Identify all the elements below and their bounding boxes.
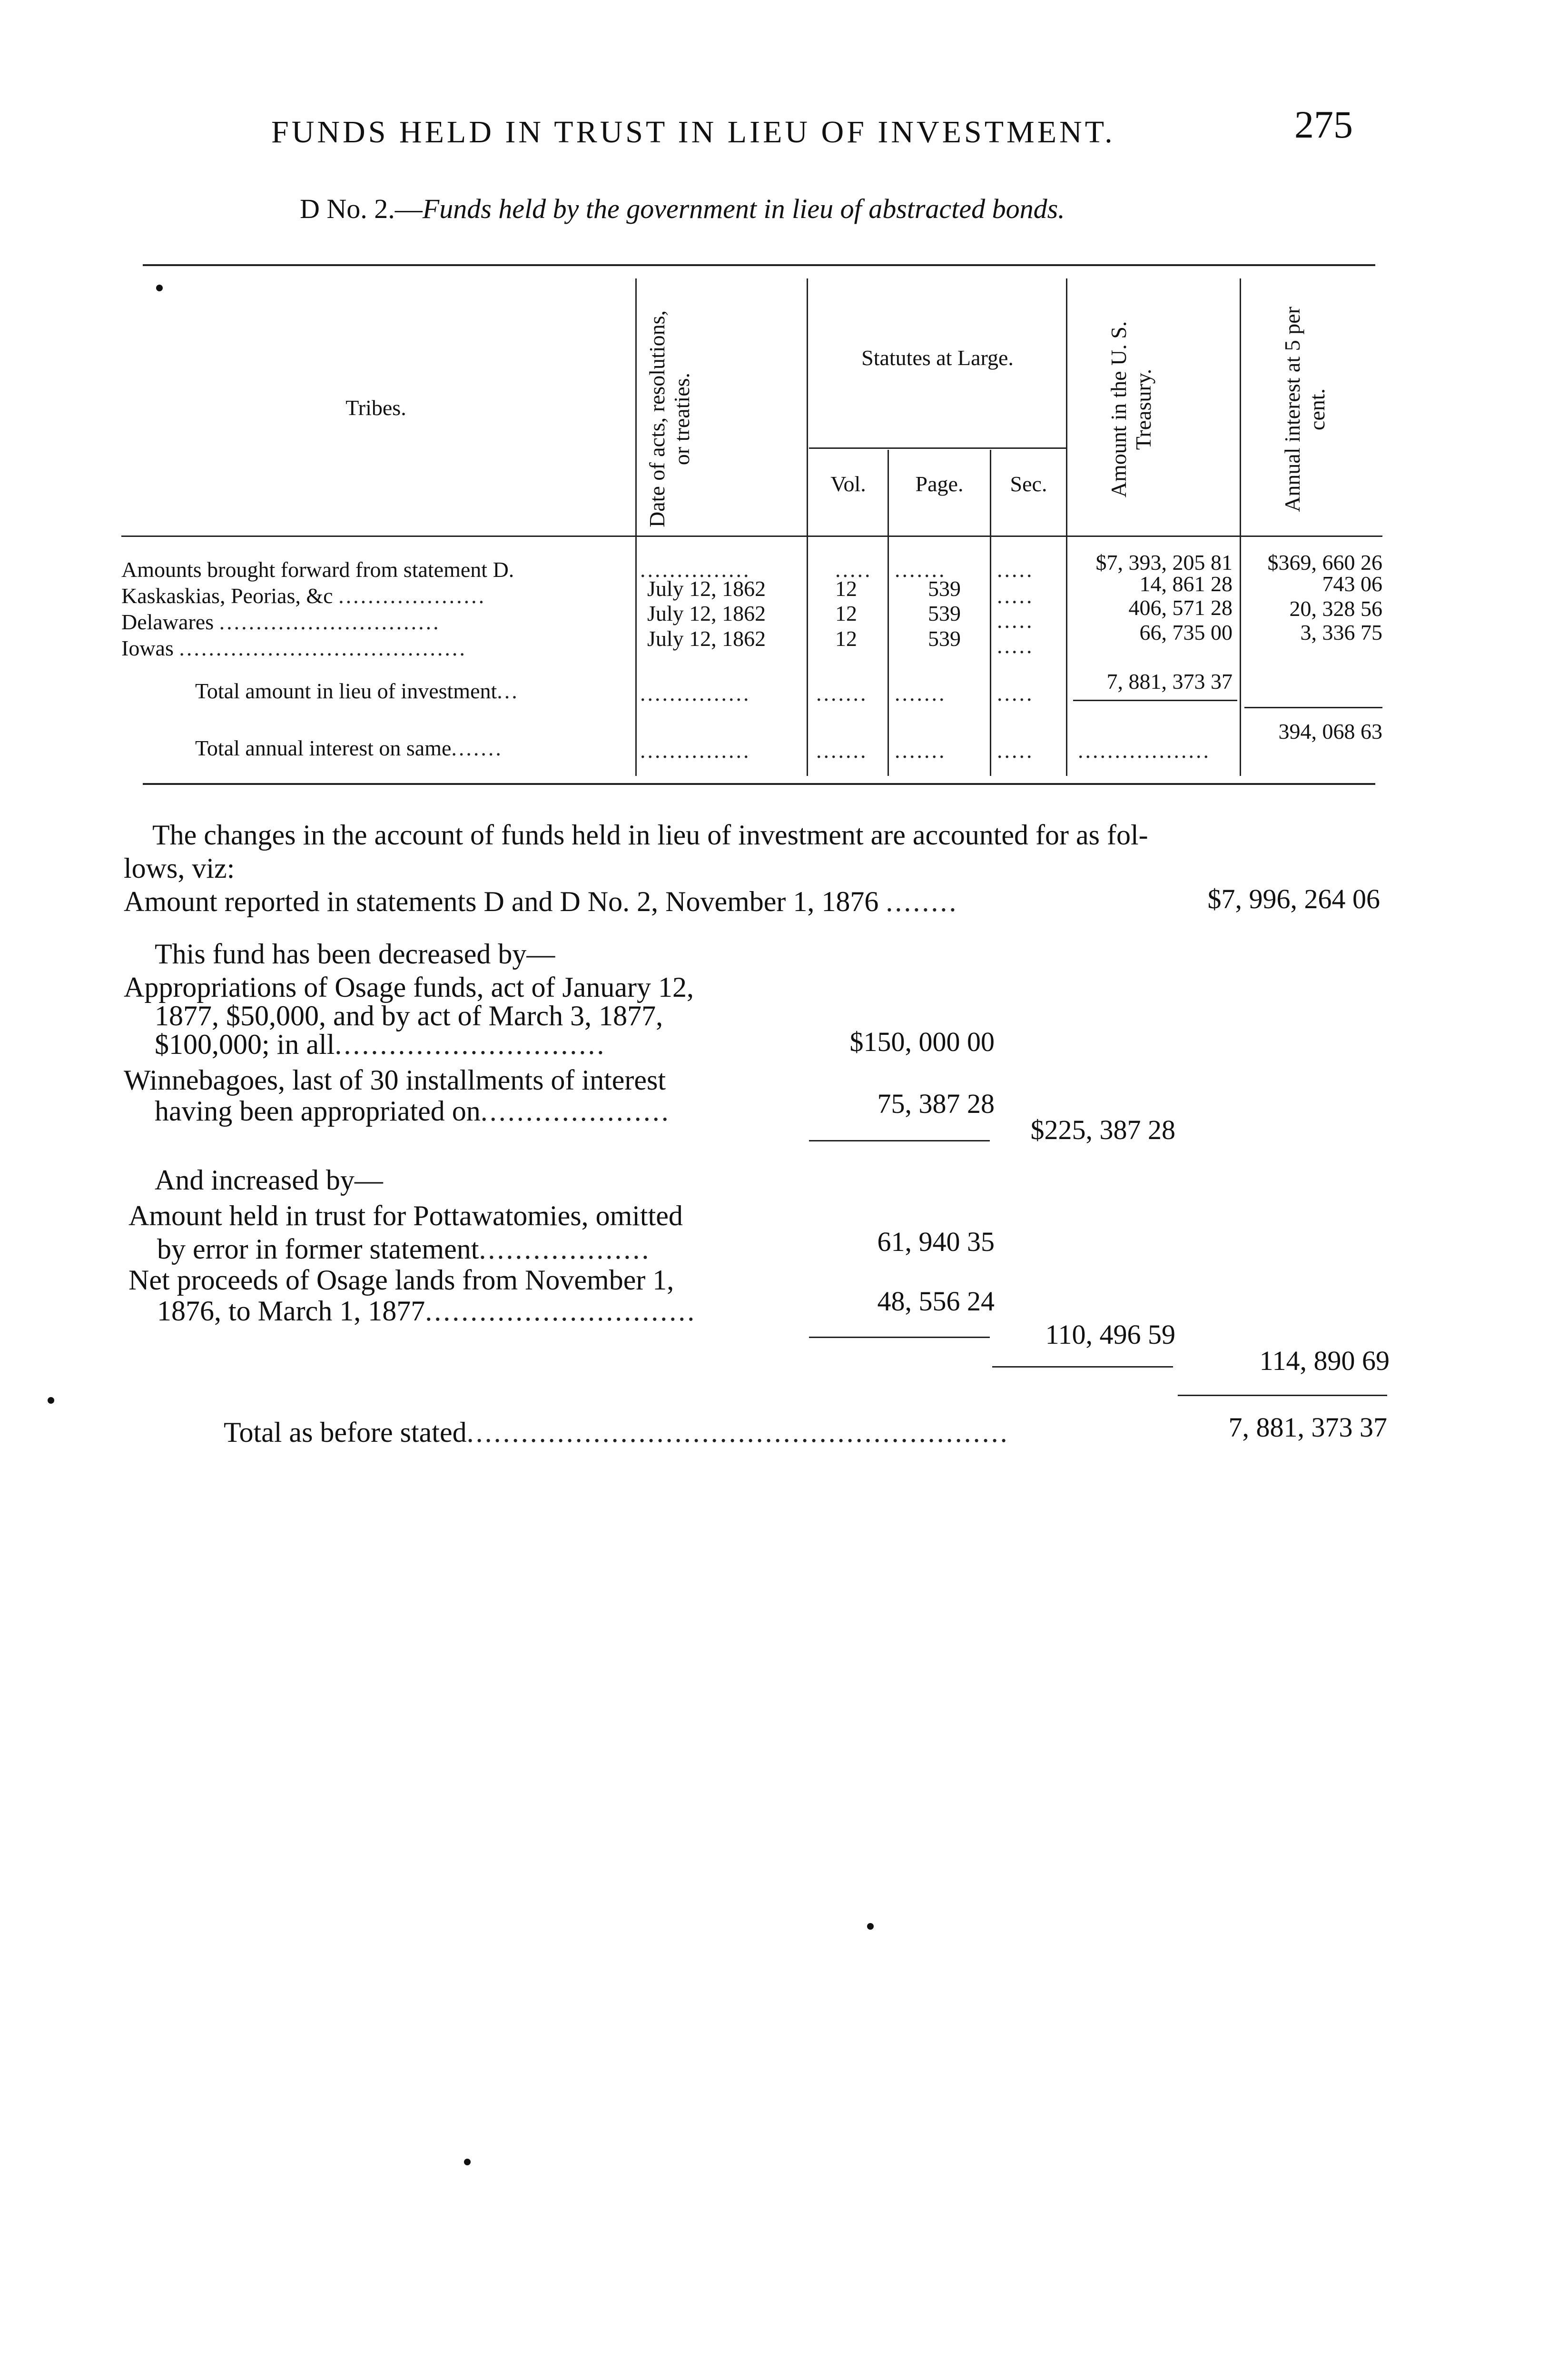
col-divider bbox=[1240, 278, 1241, 776]
increase-item-2-line-1: Net proceeds of Osage lands from November 1, bbox=[128, 1264, 674, 1296]
row-date-leader: ............... bbox=[640, 557, 751, 582]
col-header-sec: Sec. bbox=[1010, 472, 1047, 496]
print-speck bbox=[867, 1923, 874, 1930]
page-number: 275 bbox=[1294, 103, 1353, 146]
col-divider bbox=[990, 450, 991, 776]
row-date: July 12, 1862 bbox=[647, 626, 766, 651]
col-divider bbox=[1066, 278, 1067, 776]
row-tribe: Iowas ....................................... bbox=[121, 636, 467, 660]
decrease-item-1-value: $150, 000 00 bbox=[849, 1026, 995, 1057]
total-vol-leader: ....... bbox=[816, 738, 868, 763]
decrease-total: $225, 387 28 bbox=[1030, 1114, 1175, 1145]
amount-total-rule bbox=[1073, 700, 1237, 701]
row-page: 539 bbox=[928, 576, 961, 601]
col-divider bbox=[888, 450, 889, 776]
increased-heading: And increased by— bbox=[155, 1164, 383, 1196]
row-amount: 66, 735 00 bbox=[1139, 620, 1233, 645]
total-interest-label: Total annual interest on same....... bbox=[195, 736, 503, 760]
row-amount: $7, 393, 205 81 bbox=[1095, 550, 1233, 575]
row-sec-leader: ..... bbox=[997, 608, 1034, 633]
row-amount: 406, 571 28 bbox=[1128, 595, 1233, 620]
total-vol-leader: ....... bbox=[816, 681, 868, 705]
reported-label: Amount reported in statements D and D No. 2, November 1, 1876 ........ bbox=[124, 886, 958, 917]
intro-line-1: The changes in the account of funds held in lieu of investment are accounted for as fol- bbox=[152, 819, 1148, 851]
interest-total-rule bbox=[1244, 707, 1382, 708]
statutes-sub-rule bbox=[809, 447, 1066, 449]
row-page-leader: ....... bbox=[895, 557, 947, 582]
increase-item-2-line-2: 1876, to March 1, 1877.............................. bbox=[157, 1295, 697, 1327]
row-sec-leader: ..... bbox=[997, 557, 1034, 582]
increase-item-1-value: 61, 940 35 bbox=[877, 1226, 995, 1257]
col-header-amount: Amount in the U. S. Treasury. bbox=[1106, 321, 1155, 498]
total-date-leader: ............... bbox=[640, 681, 751, 705]
increase-sum-rule bbox=[809, 1337, 990, 1338]
total-page-leader: ....... bbox=[895, 738, 947, 763]
print-speck bbox=[156, 285, 163, 291]
print-speck bbox=[48, 1397, 54, 1404]
col-header-date: Date of acts, resolutions, or treaties. bbox=[645, 310, 694, 528]
table-bottom-rule bbox=[143, 783, 1375, 785]
row-vol-leader: ..... bbox=[835, 557, 872, 582]
total-amount-leader: .................. bbox=[1078, 738, 1211, 763]
row-sec-leader: ..... bbox=[997, 584, 1034, 608]
total-date-leader: ............... bbox=[640, 738, 751, 763]
intro-line-2: lows, viz: bbox=[124, 853, 235, 884]
caption-title: Funds held by the government in lieu of abstracted bonds. bbox=[422, 193, 1065, 224]
row-amount: 14, 861 28 bbox=[1139, 572, 1233, 596]
col-header-tribes: Tribes. bbox=[345, 396, 406, 420]
col-divider bbox=[635, 278, 637, 776]
decrease-sum-rule bbox=[809, 1140, 990, 1141]
row-interest: 743 06 bbox=[1322, 572, 1382, 596]
decrease-item-2-value: 75, 387 28 bbox=[877, 1088, 995, 1119]
table-top-rule bbox=[143, 264, 1375, 266]
print-speck bbox=[464, 2159, 471, 2165]
net-change-value: 114, 890 69 bbox=[1259, 1345, 1390, 1376]
col-header-vol: Vol. bbox=[830, 472, 866, 496]
increase-item-2-value: 48, 556 24 bbox=[877, 1286, 995, 1317]
table-caption bbox=[300, 193, 1065, 225]
row-page: 539 bbox=[928, 626, 961, 651]
total-page-leader: ....... bbox=[895, 681, 947, 705]
row-tribe: Delawares .............................. bbox=[121, 610, 441, 634]
page-header-title: FUNDS HELD IN TRUST IN LIEU OF INVESTMENT. bbox=[271, 115, 1115, 149]
decrease-item-1-line-3: $100,000; in all.............................. bbox=[155, 1029, 606, 1060]
decrease-item-1-line-1: Appropriations of Osage funds, act of January 12, bbox=[124, 972, 694, 1003]
row-vol: 12 bbox=[835, 626, 857, 651]
row-sec-leader: ..... bbox=[997, 634, 1034, 658]
row-date: July 12, 1862 bbox=[647, 601, 766, 625]
col-header-interest: Annual interest at 5 per cent. bbox=[1280, 307, 1329, 512]
decreased-heading: This fund has been decreased by— bbox=[155, 938, 555, 970]
col-divider bbox=[807, 278, 808, 776]
row-vol: 12 bbox=[835, 576, 857, 601]
row-interest: $369, 660 26 bbox=[1267, 550, 1382, 575]
decrease-item-2-line-1: Winnebagoes, last of 30 installments of interest bbox=[124, 1064, 666, 1096]
row-page: 539 bbox=[928, 601, 961, 625]
increase-item-1-line-2: by error in former statement................... bbox=[157, 1233, 651, 1265]
total-sec-leader: ..... bbox=[997, 681, 1034, 705]
total-investment-value: 7, 881, 373 37 bbox=[1106, 669, 1233, 694]
row-tribe: Kaskaskias, Peorias, &c .................... bbox=[121, 584, 486, 608]
row-vol: 12 bbox=[835, 601, 857, 625]
total-label: Total as before stated............................................................ bbox=[224, 1417, 1009, 1448]
increase-item-1-line-1: Amount held in trust for Pottawatomies, omitted bbox=[128, 1200, 683, 1231]
reported-value: $7, 996, 264 06 bbox=[1207, 883, 1380, 914]
decrease-item-1-line-2: 1877, $50,000, and by act of March 3, 1877, bbox=[155, 1000, 663, 1031]
total-interest-value: 394, 068 63 bbox=[1278, 719, 1382, 744]
net-change-rule bbox=[992, 1366, 1173, 1368]
row-interest: 20, 328 56 bbox=[1289, 596, 1382, 621]
caption-prefix: D No. 2.— bbox=[300, 193, 423, 224]
row-date: July 12, 1862 bbox=[647, 576, 766, 601]
col-header-page: Page. bbox=[915, 472, 964, 496]
total-value: 7, 881, 373 37 bbox=[1228, 1412, 1387, 1443]
col-header-statutes: Statutes at Large. bbox=[861, 346, 1014, 370]
increase-total: 110, 496 59 bbox=[1045, 1319, 1175, 1350]
row-tribe: Amounts brought forward from statement D. bbox=[121, 557, 514, 582]
grand-total-rule bbox=[1178, 1395, 1387, 1396]
decrease-item-2-line-2: having been appropriated on..................... bbox=[155, 1095, 671, 1127]
total-sec-leader: ..... bbox=[997, 738, 1034, 763]
row-interest: 3, 336 75 bbox=[1300, 620, 1382, 645]
total-investment-label: Total amount in lieu of investment... bbox=[195, 679, 519, 703]
header-bottom-rule bbox=[121, 536, 1382, 537]
